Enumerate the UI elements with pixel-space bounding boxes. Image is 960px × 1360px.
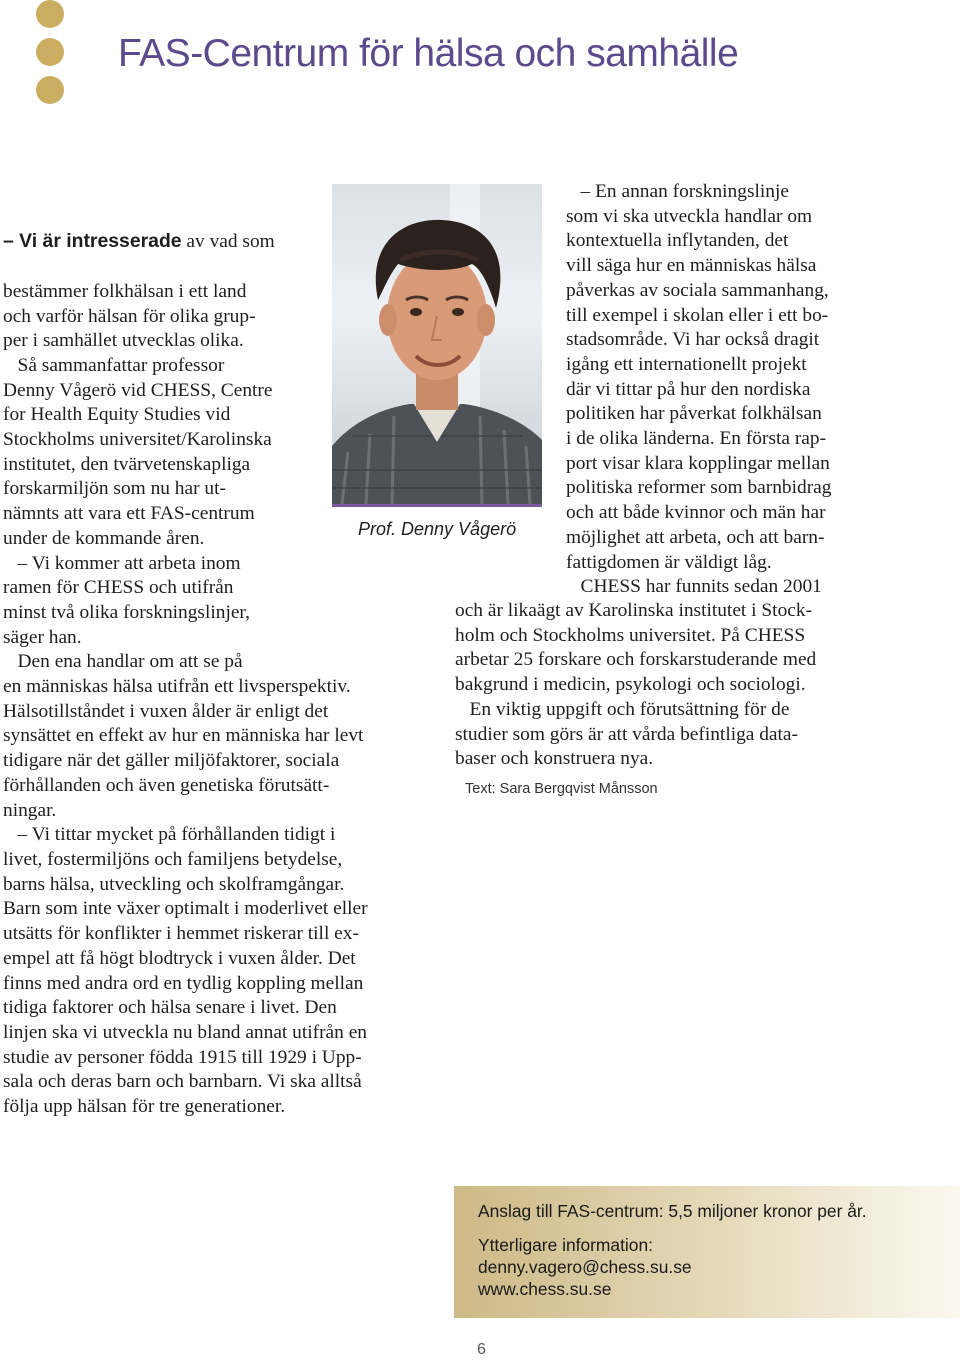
text-line: arbetar 25 forskare och forskarstuderande med	[455, 649, 817, 671]
info-box	[454, 1186, 960, 1318]
text-line: igång ett internationellt projekt	[566, 353, 807, 375]
text-line: – En annan forskningslinje	[566, 181, 789, 202]
grant-amount: Anslag till FAS-centrum: 5,5 miljoner kronor per år.	[478, 1201, 867, 1221]
text-line: per i samhället utvecklas olika.	[3, 330, 244, 352]
portrait-photo	[332, 184, 542, 504]
article-byline: Text: Sara Bergqvist Månsson	[465, 781, 658, 797]
dot-2	[36, 38, 64, 66]
text-line: institutet, den tvärvetenskapliga	[3, 453, 251, 475]
text-line: empel att få högt blodtryck i vuxen ålder. Det	[3, 947, 356, 969]
text-line: ramen för CHESS och utifrån	[3, 577, 234, 599]
text-line: i de olika länderna. En första rap-	[566, 428, 827, 450]
text-line: studie av personer födda 1915 till 1929 i Upp-	[3, 1046, 362, 1068]
text-line: holm och Stockholms universitet. På CHESS	[455, 624, 806, 646]
page-number: 6	[477, 1341, 486, 1358]
text-line: där vi tittar på hur den nordiska	[566, 378, 811, 400]
intro-line	[3, 229, 368, 255]
text-line: tidiga faktorer och hälsa senare i livet. Den	[3, 997, 337, 1019]
text-line: Hälsotillståndet i vuxen ålder är enligt det	[3, 700, 329, 722]
text-line: baser och konstruera nya.	[455, 748, 654, 770]
text-line: under de kommande åren.	[3, 527, 205, 549]
intro-rest: av vad som	[181, 231, 275, 253]
right-column-text	[566, 180, 831, 600]
text-line: – Vi kommer att arbeta inom	[3, 552, 241, 574]
text-line: tidigare när det gäller miljöfaktorer, sociala	[3, 750, 340, 772]
text-line: studier som görs är att vårda befintliga data-	[455, 723, 798, 745]
text-line: möjlighet att arbeta, och att barn-	[566, 526, 825, 548]
text-line: politiken har påverkat folkhälsan	[566, 403, 822, 425]
website-link[interactable]: www.chess.su.se	[478, 1279, 612, 1299]
text-line: synsättet en effekt av hur en människa har levt	[3, 725, 364, 747]
text-line: säger han.	[3, 626, 82, 648]
text-line: for Health Equity Studies vid	[3, 404, 231, 426]
text-line: linjen ska vi utveckla nu bland annat utifrån en	[3, 1021, 368, 1043]
text-line: vill säga hur en människas hälsa	[566, 255, 817, 277]
right-column-text-wide	[455, 599, 816, 772]
text-line: stadsområde. Vi har också dragit	[566, 329, 820, 351]
text-line: port visar klara kopplingar mellan	[566, 452, 830, 474]
text-line: och att både kvinnor och män har	[566, 502, 826, 524]
text-line: utsätts för konflikter i hemmet riskerar till ex-	[3, 923, 359, 945]
text-line: en människas hälsa utifrån ett livsperspektiv.	[3, 676, 351, 698]
text-line: och är likaägt av Karolinska institutet i Stock-	[455, 600, 813, 621]
text-line: bestämmer folkhälsan i ett land	[3, 280, 247, 302]
text-line: följa upp hälsan för tre generationer.	[3, 1096, 286, 1118]
intro-lead: – Vi är intresserade	[3, 230, 182, 253]
text-line: kontextuella inflytanden, det	[566, 230, 789, 252]
text-line: förhållanden och även genetiska förutsätt-	[3, 774, 330, 796]
text-line: sala och deras barn och barnbarn. Vi ska alltså	[3, 1071, 362, 1093]
photo-caption: Prof. Denny Vågerö	[358, 519, 517, 539]
text-line: påverkas av sociala sammanhang,	[566, 279, 829, 301]
dot-3	[36, 76, 64, 104]
more-info-label: Ytterligare information:	[478, 1235, 653, 1255]
text-line: finns med andra ord en tydlig koppling mellan	[3, 972, 364, 994]
page-title: FAS-Centrum för hälsa och samhälle	[118, 32, 739, 75]
text-line: CHESS har funnits sedan 2001	[566, 576, 822, 598]
text-line: Stockholms universitet/Karolinska	[3, 429, 272, 451]
text-line: politiska reformer som barnbidrag	[566, 477, 832, 499]
portrait-illustration	[332, 184, 542, 504]
text-line: bakgrund i medicin, psykologi och sociologi.	[455, 674, 806, 696]
left-column-text	[3, 180, 368, 1120]
text-line: Den ena handlar om att se på	[3, 651, 243, 673]
info-box-text	[478, 1200, 867, 1300]
text-line: barns hälsa, utveckling och skolframgångar.	[3, 873, 345, 895]
dot-1	[36, 0, 64, 28]
text-line: som vi ska utveckla handlar om	[566, 205, 813, 227]
text-line: minst två olika forskningslinjer,	[3, 601, 250, 623]
text-line: livet, fostermiljöns och familjens betydelse,	[3, 848, 343, 870]
text-line: Barn som inte växer optimalt i moderlivet eller	[3, 898, 368, 920]
contact-email-link[interactable]: denny.vagero@chess.su.se	[478, 1257, 692, 1277]
text-line: forskarmiljön som nu har ut-	[3, 478, 226, 500]
text-line: ningar.	[3, 799, 57, 821]
text-line: fattigdomen är väldigt låg.	[566, 551, 772, 573]
text-line: Denny Vågerö vid CHESS, Centre	[3, 379, 273, 401]
text-line: och varför hälsan för olika grup-	[3, 305, 256, 327]
text-line: En viktig uppgift och förutsättning för de	[455, 698, 790, 720]
text-line: Så sammanfattar professor	[3, 354, 225, 376]
text-line: nämnts att vara ett FAS-centrum	[3, 503, 255, 525]
text-line: – Vi tittar mycket på förhållanden tidigt i	[3, 824, 336, 846]
text-line: till exempel i skolan eller i ett bo-	[566, 304, 829, 326]
